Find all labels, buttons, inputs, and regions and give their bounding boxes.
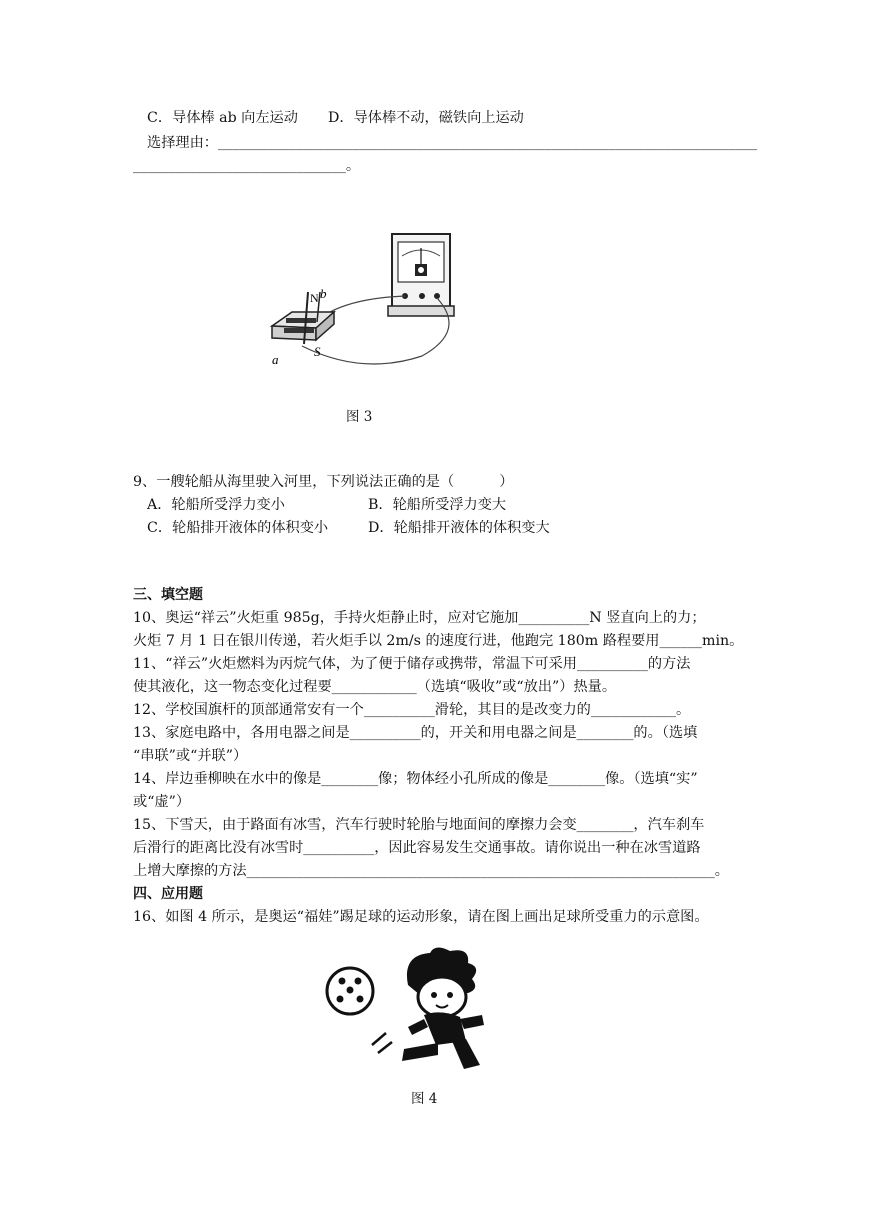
fill-line: 使其液化，这一物态变化过程要____________（选填“吸收”或“放出”）热量。 (133, 679, 617, 695)
q8-reason-line1: 选择理由：____________________________________________________________________________ (147, 135, 758, 151)
fill-line: “串联”或“并联”） (133, 748, 248, 764)
section4-heading: 四、应用题 (133, 886, 203, 902)
q8-reason-line2: ______________________________。 (133, 158, 361, 174)
q9-option-b: B．轮船所受浮力变大 (368, 497, 507, 513)
fill-line: 上增大摩擦的方法__________________________________________________________________。 (133, 863, 729, 879)
fill-line: 15、下雪天，由于路面有冰雪，汽车行驶时轮胎与地面间的摩擦力会变________，汽车刹车 (133, 817, 705, 833)
fill-line: 14、岸边垂柳映在水中的像是________像；物体经小孔所成的像是________像。（选填“实” (133, 771, 698, 787)
section3-heading: 三、填空题 (133, 587, 203, 603)
q9-option-a: A．轮船所受浮力变小 (147, 497, 285, 513)
fill-line: 10、奥运“祥云”火炬重 985g，手持火炬静止时，应对它施加__________N 竖直向上的力； (133, 610, 706, 626)
fill-line: 后滑行的距离比没有冰雪时__________，因此容易发生交通事故。请你说出一种在冰雪道路 (133, 840, 701, 856)
q8-option-c: C．导体棒 ab 向左运动 (147, 110, 298, 126)
figure3-label-n: N (310, 291, 319, 305)
fill-line: 火炬 7 月 1 日在银川传递，若火炬手以 2m/s 的速度行进，他跑完 180m 路程要用______min。 (133, 633, 744, 649)
fill-line: 11、“祥云”火炬燃料为丙烷气体，为了便于储存或携带，常温下可采用__________的方法 (133, 656, 691, 672)
fill-line: 或“虚”） (133, 794, 191, 810)
figure4-fuwa-football-drawing (320, 945, 500, 1080)
figure3-label-a: a (272, 352, 279, 367)
figure3-label-b: b (320, 286, 327, 301)
figure3-label-s: S (314, 344, 321, 359)
figure4-caption: 图 4 (411, 1091, 438, 1107)
q9-option-c: C．轮船排开液体的体积变小 (147, 520, 329, 536)
q9-option-d: D．轮船排开液体的体积变大 (368, 520, 550, 536)
figure3-caption: 图 3 (346, 409, 373, 425)
q16-question: 16、如图 4 所示，是奥运“福娃”踢足球的运动形象，请在图上画出足球所受重力的示意图。 (133, 909, 709, 925)
fill-line: 12、学校国旗杆的顶部通常安有一个__________滑轮，其目的是改变力的____________。 (133, 702, 691, 718)
fill-line: 13、家庭电路中，各用电器之间是__________的，开关和用电器之间是________的。（选填 (133, 725, 698, 741)
q9-question: 9、一艘轮船从海里驶入河里，下列说法正确的是（ ） (133, 474, 514, 490)
figure3-circuit-diagram (262, 226, 466, 376)
q8-option-d: D．导体棒不动，磁铁向上运动 (328, 110, 524, 126)
